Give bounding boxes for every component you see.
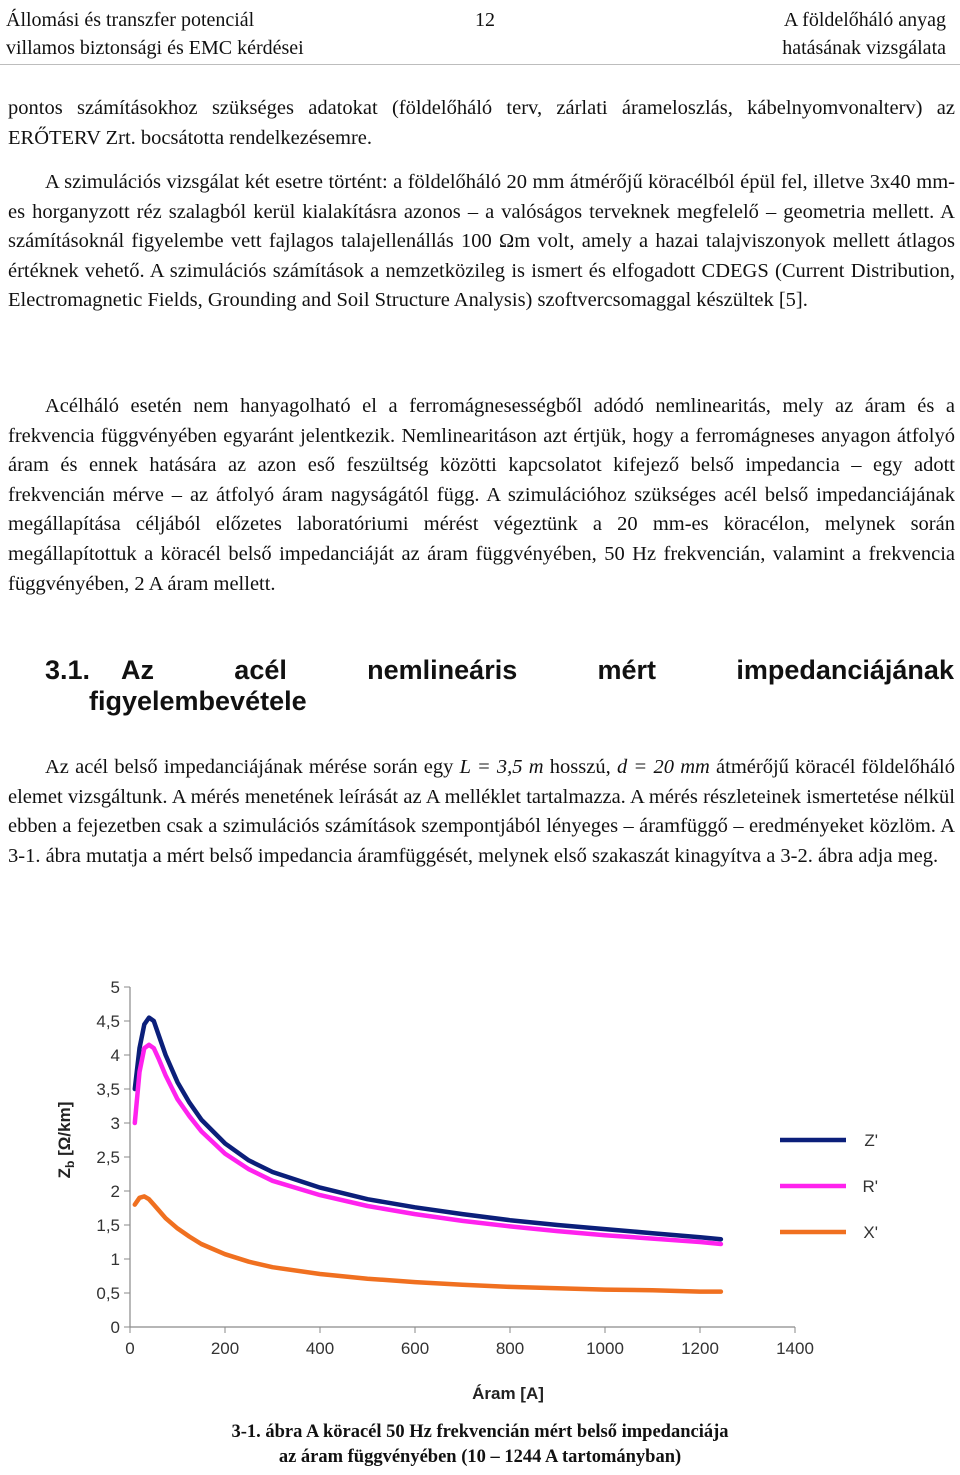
header-left-line2: villamos biztonsági és EMC kérdései [6, 37, 304, 59]
legend-label: X' [863, 1223, 878, 1242]
paragraph-3 [8, 392, 955, 599]
y-tick-label: 1,5 [96, 1216, 120, 1235]
series-line [135, 1045, 721, 1244]
legend-label: Z' [864, 1131, 878, 1150]
x-tick-label: 600 [400, 1339, 430, 1358]
header-right [782, 6, 946, 62]
x-tick-label: 400 [305, 1339, 335, 1358]
y-tick-label: 4,5 [96, 1012, 120, 1031]
header-left [6, 6, 304, 62]
paragraph-3-text: Acélháló esetén nem hanyagolható el a ferromágnesességből adódó nemlinearitás, mely az áram és a frekvencia függvényében egyaránt jelentkezik. Nemlinearitáson azt értjük, hogy a ferromágneses anyagon átfolyó áram és ennek hatására az azon eső feszültség közötti kapcsolatot kifejező belső impedancia – egy adott frekvencián mérve – az átfolyó áram nagyságától függ. A szimulációhoz szükséges acél belső impedanciájának megállapítása céljából előzetes laboratóriumi mérést végeztünk a 20 mm-es köracélon, melynek során megállapítottuk a köracél belső impedanciáját az áram függvényében, 50 Hz frekvencián, valamint a frekvencia függvényében, 2 A áram mellett. [8, 395, 955, 595]
paragraph-4-part2: hosszú, [543, 756, 617, 778]
y-tick-label: 2,5 [96, 1148, 120, 1167]
paragraph-4 [8, 753, 955, 871]
figure-caption [0, 1420, 960, 1470]
header-right-line2: hatásának vizsgálata [782, 37, 946, 59]
x-tick-label: 1000 [586, 1339, 624, 1358]
y-tick-label: 0,5 [96, 1284, 120, 1303]
y-tick-label: 0 [110, 1318, 120, 1337]
y-tick-label: 3,5 [96, 1080, 120, 1099]
header-rule [0, 64, 960, 65]
section-title-word: acél [234, 655, 287, 685]
y-tick-label: 2 [110, 1182, 120, 1201]
paragraph-4-part3: átmérőjű köracél földelőháló elemet vizsgáltunk. A mérés menetének leírását az A melléklet tartalmazza. A mérés részleteinek ismertetése nélkül ebben a fejezetben csak a szimulációs számítások szempontjából lényeges – áramfüggő – eredményeket közlöm. A 3-1. ábra mutatja a mért belső impedancia áramfüggését, melynek első szakaszát kinagyítva a 3-2. ábra adja meg. [8, 756, 956, 867]
y-tick-label: 1 [110, 1250, 120, 1269]
section-title-line2: figyelembevétele [89, 686, 307, 716]
page-number: 12 [475, 9, 495, 31]
paragraph-4-part1: Az acél belső impedanciájának mérése során egy [45, 756, 460, 778]
paragraph-1-text: pontos számításokhoz szükséges adatokat (földelőháló terv, zárlati árameloszlás, kábelnyomvonalterv) az ERŐTERV Zrt. bocsátotta rendelkezésemre. [8, 97, 955, 149]
section-title-word: impedanciájának [736, 655, 954, 685]
page-header [0, 0, 960, 66]
x-tick-label: 0 [125, 1339, 135, 1358]
caption-line1: 3-1. ábra A köracél 50 Hz frekvencián mért belső impedanciája [231, 1422, 729, 1442]
x-tick-label: 200 [210, 1339, 240, 1358]
caption-line2: az áram függvényében (10 – 1244 A tartományban) [278, 1447, 682, 1467]
x-tick-label: 1400 [776, 1339, 814, 1358]
impedance-chart [55, 965, 880, 1405]
y-axis-title-sub: b [63, 1160, 77, 1168]
header-right-line1: A földelőháló anyag [783, 9, 946, 31]
section-title-word: mért [597, 655, 657, 685]
paragraph-2 [8, 168, 955, 316]
series-line [135, 1018, 721, 1240]
y-tick-label: 3 [110, 1114, 120, 1133]
paragraph-1 [8, 94, 955, 153]
y-axis-title-main: Z [55, 1167, 74, 1179]
y-tick-label: 4 [110, 1046, 120, 1065]
x-tick-label: 1200 [681, 1339, 719, 1358]
formula-length: L = 3,5 m [459, 756, 544, 778]
header-left-line1: Állomási és transzfer potenciál [6, 9, 255, 31]
chart-series [135, 1018, 721, 1292]
chart-legend [780, 1131, 878, 1242]
section-title-word: Az [121, 655, 154, 685]
paragraph-4-text [8, 753, 955, 871]
x-tick-label: 800 [495, 1339, 525, 1358]
chart-axes [96, 978, 814, 1358]
x-axis-title: Áram [A] [472, 1384, 544, 1403]
section-number: 3.1. [45, 655, 91, 685]
formula-diameter: d = 20 mm [616, 756, 710, 778]
paragraph-2-text: A szimulációs vizsgálat két esetre történt: a földelőháló 20 mm átmérőjű köracélból épül fel, illetve 3x40 mm-es horganyzott réz szalagból kerül kialakításra azonos – a valóságos terveknek megfelelő – geometria mellett. A számításoknál figyelembe vett fajlagos talajellenállás 100 Ωm volt, amely a hazai talajviszonyok mellett átlagos értéknek vehető. A szimulációs számítások a nemzetközileg is ismert és elfogadott CDEGS (Current Distribution, Electromagnetic Fields, Grounding and Soil Structure Analysis) szoftvercsomaggal készültek [5]. [8, 171, 955, 312]
y-axis-title [55, 1102, 77, 1179]
section-title-line1 [121, 655, 954, 686]
section-title-word: nemlineáris [367, 655, 518, 685]
y-axis-title-unit: [Ω/km] [55, 1101, 74, 1161]
legend-label: R' [862, 1177, 878, 1196]
y-tick-label: 5 [110, 978, 120, 997]
